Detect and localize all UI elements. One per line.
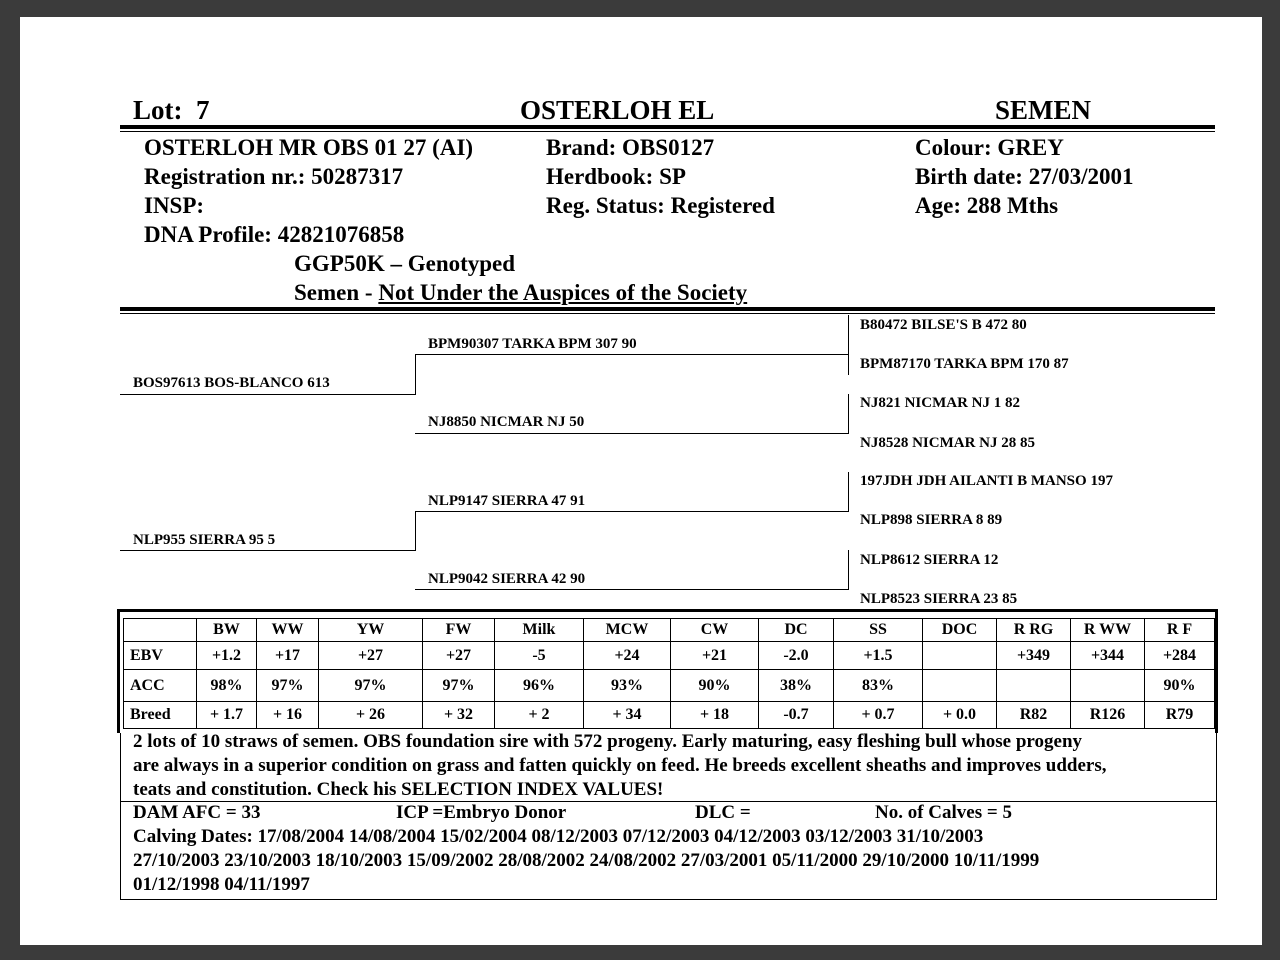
calving-dates: 27/10/2003 23/10/2003 18/10/2003 15/09/2002 28/08/2002 24/08/2002 27/03/2001 05/11/2000 29/10/2000 10/11/1999 <box>133 850 1040 871</box>
ebv-cell: +21 <box>671 642 759 670</box>
ebv-header-cell: Milk <box>495 619 584 642</box>
ebv-cell: R126 <box>1071 702 1145 729</box>
pedigree-dsd: NLP898 SIERRA 8 89 <box>860 512 1003 528</box>
pedigree-dam-dam: NLP9042 SIERRA 42 90 <box>428 571 586 587</box>
pedigree-connector <box>848 472 849 512</box>
ebv-cell: +1.5 <box>834 642 923 670</box>
ebv-cell: 90% <box>671 670 759 702</box>
ebv-header-cell: R WW <box>1071 619 1145 642</box>
ebv-header-cell: CW <box>671 619 759 642</box>
calving-dates: Calving Dates: 17/08/2004 14/08/2004 15/02/2004 08/12/2003 07/12/2003 04/12/2003 03/12/2003 31/10/2003 <box>133 826 984 847</box>
ebv-cell: +349 <box>997 642 1071 670</box>
pedigree-connector <box>848 315 849 375</box>
ebv-cell <box>923 670 997 702</box>
pedigree-line <box>120 394 416 395</box>
description-line: teats and constitution. Check his SELECTION INDEX VALUES! <box>133 779 664 800</box>
info-rule-thick <box>120 307 1215 311</box>
icp: ICP =Embryo Donor <box>396 802 567 823</box>
semen-note-text: Not Under the Auspices of the Society <box>378 280 748 305</box>
ebv-cell: + 18 <box>671 702 759 729</box>
ebv-cell: R82 <box>997 702 1071 729</box>
ebv-cell: 97% <box>257 670 319 702</box>
ebv-header-cell: DC <box>759 619 834 642</box>
ebv-cell: + 1.7 <box>197 702 257 729</box>
pedigree-connector <box>848 394 849 434</box>
ebv-cell: +284 <box>1145 642 1215 670</box>
ebv-header-cell: BW <box>197 619 257 642</box>
ebv-row-label: ACC <box>124 670 197 702</box>
ebv-cell: + 26 <box>319 702 423 729</box>
genotype: GGP50K – Genotyped <box>294 251 516 276</box>
pedigree-ddd: NLP8523 SIERRA 23 85 <box>860 591 1018 607</box>
ebv-cell: 96% <box>495 670 584 702</box>
ebv-cell: 90% <box>1145 670 1215 702</box>
dam-info-box <box>120 802 1217 900</box>
dna-profile: DNA Profile: 42821076858 <box>144 222 405 247</box>
description-box <box>120 733 1217 802</box>
ebv-cell: 97% <box>423 670 495 702</box>
ebv-cell: +27 <box>319 642 423 670</box>
ebv-header-cell: MCW <box>584 619 671 642</box>
pedigree-sire-dam: NJ8850 NICMAR NJ 50 <box>428 414 585 430</box>
ebv-cell: 93% <box>584 670 671 702</box>
birth-date: Birth date: 27/03/2001 <box>915 164 1134 189</box>
ebv-cell: 97% <box>319 670 423 702</box>
ebv-row <box>124 642 1215 670</box>
registration-number: Registration nr.: 50287317 <box>144 164 404 189</box>
lot-type: SEMEN <box>995 95 1092 125</box>
dlc: DLC = <box>695 802 751 823</box>
ebv-header-cell: YW <box>319 619 423 642</box>
ebv-cell: 98% <box>197 670 257 702</box>
document-page <box>20 17 1262 945</box>
pedigree-connector <box>415 354 416 395</box>
ebv-header-row <box>124 619 1215 642</box>
ebv-cell: + 32 <box>423 702 495 729</box>
description-line: 2 lots of 10 straws of semen. OBS foundation sire with 572 progeny. Early maturing, easy fleshing bull whose progeny <box>133 731 1083 752</box>
semen-note-prefix: Semen - <box>294 280 379 305</box>
pedigree-dss: 197JDH JDH AILANTI B MANSO 197 <box>860 473 1113 489</box>
pedigree-sds: NJ821 NICMAR NJ 1 82 <box>860 395 1020 411</box>
calf-count: No. of Calves = 5 <box>875 802 1012 823</box>
acc-row <box>124 670 1215 702</box>
lot-label <box>133 95 210 126</box>
animal-name: OSTERLOH MR OBS 01 27 (AI) <box>144 135 474 160</box>
pedigree-line <box>415 511 848 512</box>
ebv-cell: + 34 <box>584 702 671 729</box>
ebv-cell <box>997 670 1071 702</box>
ebv-cell <box>923 642 997 670</box>
brand: Brand: OBS0127 <box>546 135 715 160</box>
ebv-cell: R79 <box>1145 702 1215 729</box>
pedigree-sire: BOS97613 BOS-BLANCO 613 <box>133 375 330 391</box>
herdbook: Herdbook: SP <box>546 164 686 189</box>
pedigree-sdd: NJ8528 NICMAR NJ 28 85 <box>860 435 1035 451</box>
ebv-cell: + 16 <box>257 702 319 729</box>
ebv-cell: +1.2 <box>197 642 257 670</box>
colour: Colour: GREY <box>915 135 1064 160</box>
ebv-header-cell: FW <box>423 619 495 642</box>
ebv-cell: +344 <box>1071 642 1145 670</box>
ebv-row-label: EBV <box>124 642 197 670</box>
pedigree-line <box>415 354 848 355</box>
breed-row <box>124 702 1215 729</box>
lot-label-text: Lot: <box>133 95 183 125</box>
ebv-header-cell <box>124 619 197 642</box>
ebv-cell: + 0.0 <box>923 702 997 729</box>
ebv-header-cell: DOC <box>923 619 997 642</box>
header-rule-thick <box>120 125 1215 129</box>
ebv-cell: -2.0 <box>759 642 834 670</box>
ebv-row-label: Breed <box>124 702 197 729</box>
pedigree-connector <box>415 511 416 551</box>
ebv-cell: 83% <box>834 670 923 702</box>
dam-afc: DAM AFC = 33 <box>133 802 261 823</box>
pedigree-ssd: BPM87170 TARKA BPM 170 87 <box>860 356 1069 372</box>
insp: INSP: <box>144 193 205 218</box>
header-rule-thin <box>120 131 1215 132</box>
ebv-header-cell: R RG <box>997 619 1071 642</box>
pedigree-sire-sire: BPM90307 TARKA BPM 307 90 <box>428 336 637 352</box>
pedigree-line <box>415 589 848 590</box>
pedigree-sss: B80472 BILSE'S B 472 80 <box>860 317 1027 333</box>
age: Age: 288 Mths <box>915 193 1059 218</box>
description-line: are always in a superior condition on grass and fatten quickly on feed. He breeds excellent sheaths and improves udders, <box>133 755 1107 776</box>
ebv-header-cell: SS <box>834 619 923 642</box>
lot-number: 7 <box>196 95 210 125</box>
pedigree-dam: NLP955 SIERRA 95 5 <box>133 532 276 548</box>
ebv-cell: + 2 <box>495 702 584 729</box>
pedigree-connector <box>848 550 849 590</box>
ebv-cell: +24 <box>584 642 671 670</box>
semen-note <box>294 280 747 306</box>
ebv-cell: +27 <box>423 642 495 670</box>
ebv-cell: + 0.7 <box>834 702 923 729</box>
calving-dates: 01/12/1998 04/11/1997 <box>133 874 310 895</box>
info-rule-thin <box>120 313 1215 314</box>
ebv-header-cell: R F <box>1145 619 1215 642</box>
ebv-cell: 38% <box>759 670 834 702</box>
ebv-table <box>123 618 1215 729</box>
ebv-cell: -0.7 <box>759 702 834 729</box>
ebv-cell: -5 <box>495 642 584 670</box>
ebv-cell <box>1071 670 1145 702</box>
ebv-cell: +17 <box>257 642 319 670</box>
pedigree-dds: NLP8612 SIERRA 12 <box>860 552 999 568</box>
pedigree-line <box>415 433 848 434</box>
ebv-header-cell: WW <box>257 619 319 642</box>
pedigree-line <box>120 550 416 551</box>
lot-title: OSTERLOH EL <box>520 95 715 125</box>
pedigree-dam-sire: NLP9147 SIERRA 47 91 <box>428 493 586 509</box>
reg-status: Reg. Status: Registered <box>546 193 775 218</box>
